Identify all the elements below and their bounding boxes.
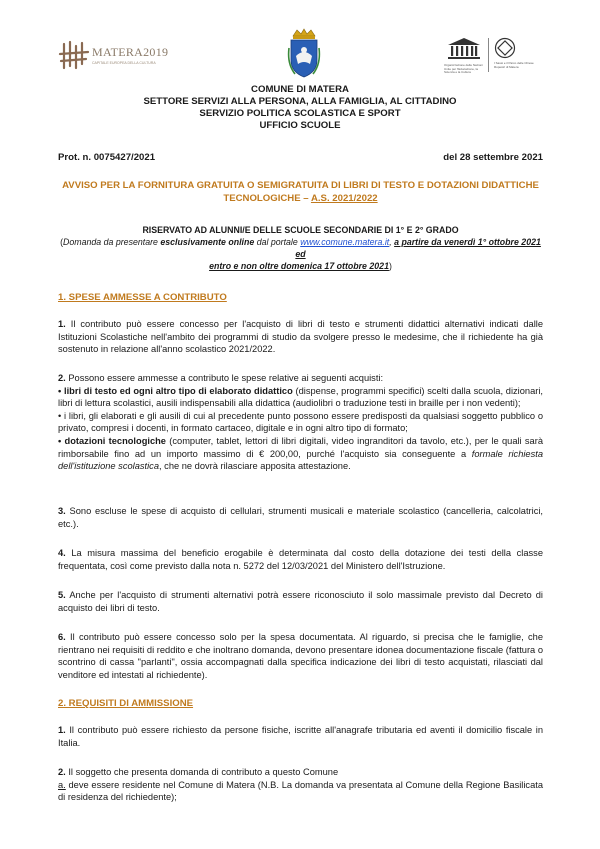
paragraph-text: Possono essere ammesse a contributo le spese relative ai seguenti acquisti:	[65, 373, 384, 383]
end-date-text: entro e non oltre domenica 17 ottobre 2021	[209, 261, 389, 271]
bullet-tech-italic: formale richiesta dell'istituzione scolastica	[58, 448, 544, 472]
section1-paragraph2	[58, 372, 543, 473]
paragraph-text: Il contributo può essere concesso solo per la spesa documentata. Al riguardo, si precisa che le famiglie, che rientrano nei requisiti di reddito e che inoltrano domanda, devono presentare idonea documentazione fiscale (fattura o scontrino di cassa "parlanti", ossia accompagnati dalla specifica indicazione dei libri di testo acquistati, rilasciati dal venditore ed intestati al richiedente).	[58, 632, 543, 680]
bullet-tech-end: , che ne dovrà rilasciare apposita attestazione.	[159, 461, 351, 472]
paragraph-text: Il soggetto che presenta domanda di contributo a questo Comune	[65, 767, 339, 777]
heritage-site-text: I Sassi e il Parco delle Chiese Rupestri di Matera	[494, 61, 534, 69]
paragraph-text: La misura massima del beneficio erogabile è determinata dal costo della dotazione dei testi della classe frequentata, così come previsto dalla nota n. 5272 del 12/03/2021 del Ministero dell'Istruzione.	[58, 548, 543, 571]
paragraph-number: 2.	[58, 767, 66, 777]
notice-title-line2-text: TECNOLOGICHE –	[223, 192, 311, 204]
matera-logo-word: MATERA2019	[92, 45, 169, 59]
paragraph-number: 1.	[58, 319, 66, 329]
paren-open: (	[60, 237, 64, 247]
protocol-date: del 28 settembre 2021	[443, 152, 543, 163]
section1-paragraph1	[58, 318, 543, 356]
submission-note-text: Domanda da presentare	[63, 237, 161, 247]
matera2019-logo	[58, 38, 169, 74]
requirement-a-label: a.	[58, 779, 66, 790]
paragraph-number: 2.	[58, 373, 66, 383]
header-office: UFFICIO SCUOLE	[259, 120, 341, 131]
paragraph-text: Anche per l'acquisto di strumenti alternativi potrà essere riconosciuto il solo massimale previsto dal Decreto di acquisto dei libri di testo.	[58, 590, 543, 613]
logo-divider	[488, 38, 489, 72]
submission-note	[58, 236, 543, 260]
section1-paragraph6	[58, 631, 543, 681]
section1-paragraph5	[58, 589, 543, 614]
reserved-title: RISERVATO AD ALUNNI/E DELLE SCUOLE SECONDARIE DI 1° E 2° GRADO	[142, 225, 459, 235]
header-municipality: COMUNE DI MATERA	[251, 84, 349, 95]
section2-paragraph1	[58, 724, 543, 749]
notice-title-line1: AVVISO PER LA FORNITURA GRATUITA O SEMIGRATUITA DI LIBRI DI TESTO E DOTAZIONI DIDATTICHE	[62, 180, 539, 191]
bullet-materials: • i libri, gli elaborati e gli ausili di cui al precedente punto possono essere predisposti da qualsiasi soggetto pubblico o privato, compresi i docenti, in formato cartaceo, digitale e in ogni altro tipo di formato;	[58, 410, 543, 434]
school-year: A.S. 2021/2022	[310, 192, 378, 204]
online-only-text: esclusivamente online	[160, 237, 255, 247]
reserved-block	[58, 224, 543, 272]
portal-link[interactable]: www.comune.matera.it	[300, 237, 390, 247]
bullet-tech-text: (computer, tablet, lettori di libri digitali, video ingranditori da tavolo, etc.), per le quali sarà rimborsabile fino ad un importo massimo di € 200,00, purché l'acquisto sia conseguente a	[58, 435, 543, 459]
section2-title: 2. REQUISITI DI AMMISSIONE	[58, 698, 194, 709]
paragraph-number: 6.	[58, 632, 66, 642]
submission-note-line2	[58, 260, 543, 272]
matera-logo-subtitle: CAPITALE EUROPEA DELLA CULTURA	[92, 61, 156, 65]
start-date-text: a partire da venerdì 1° ottobre 2021 ed	[295, 237, 541, 259]
bullet-tech	[58, 435, 543, 473]
comma-text: ,	[389, 237, 395, 247]
section1-paragraph3	[58, 505, 543, 530]
section1-paragraph4	[58, 547, 543, 572]
paragraph-number: 3.	[58, 506, 66, 516]
protocol-number: Prot. n. 0075427/2021	[58, 152, 156, 163]
matera-mark-icon	[58, 38, 92, 72]
portal-text: dal portale	[254, 237, 301, 247]
requirement-a	[58, 779, 543, 804]
notice-title	[58, 180, 543, 206]
unesco-org-text: Organizzazione delle Nazioni Unite per l'Educazione, la Scienza e la Cultura	[444, 63, 483, 75]
paragraph-text: Il contributo può essere richiesto da persone fisiche, iscritte all'anagrafe tributaria ed aventi il domicilio fiscale in Italia.	[58, 725, 543, 748]
paragraph-text: Il contributo può essere concesso per l'acquisto di libri di testo e strumenti didattici alternativi indicati dalle Istituzioni Scolastiche nell'ambito dei programmi di studio da svolgere presso le medesime, che il richiedente ha già sostenuto in relazione all'anno scolastico 2021/2022.	[58, 319, 543, 355]
bullet-tech-bold: • dotazioni tecnologiche	[58, 435, 166, 446]
bullet-books	[58, 385, 543, 410]
world-heritage-icon	[494, 37, 516, 59]
paragraph-number: 1.	[58, 725, 66, 735]
header-sector: SETTORE SERVIZI ALLA PERSONA, ALLA FAMIGLIA, AL CITTADINO	[143, 96, 457, 107]
bullet-books-text: (dispense, programmi specifici) scelti dalla scuola, dizionari, libri di lettura scolastici, ausili indispensabili alla didattica (audiolibri o traduzione testi in braille per i non vedenti);	[58, 385, 543, 409]
requirement-a-text: deve essere residente nel Comune di Matera (N.B. La domanda va presentata al Comune della Regione Basilicata di residenza del richiedente);	[58, 779, 543, 803]
paragraph-text: Sono escluse le spese di acquisto di cellulari, strumenti musicali e materiale scolastico (cancelleria, calcolatrici, etc.).	[58, 506, 543, 529]
bullet-books-bold: • libri di testo ed ogni altro tipo di elaborato didattico	[58, 385, 293, 396]
paragraph-number: 5.	[58, 590, 66, 600]
section2-paragraph2	[58, 766, 543, 804]
unesco-logo	[444, 36, 544, 76]
notice-title-line2	[58, 193, 543, 206]
header-service: SERVIZIO POLITICA SCOLASTICA E SPORT	[199, 108, 401, 119]
paragraph-number: 4.	[58, 548, 66, 558]
paren-close: )	[388, 261, 392, 271]
section1-title: 1. SPESE AMMESSE A CONTRIBUTO	[58, 292, 227, 303]
unesco-temple-icon	[444, 36, 484, 62]
matera-coat-of-arms-icon	[287, 28, 321, 80]
